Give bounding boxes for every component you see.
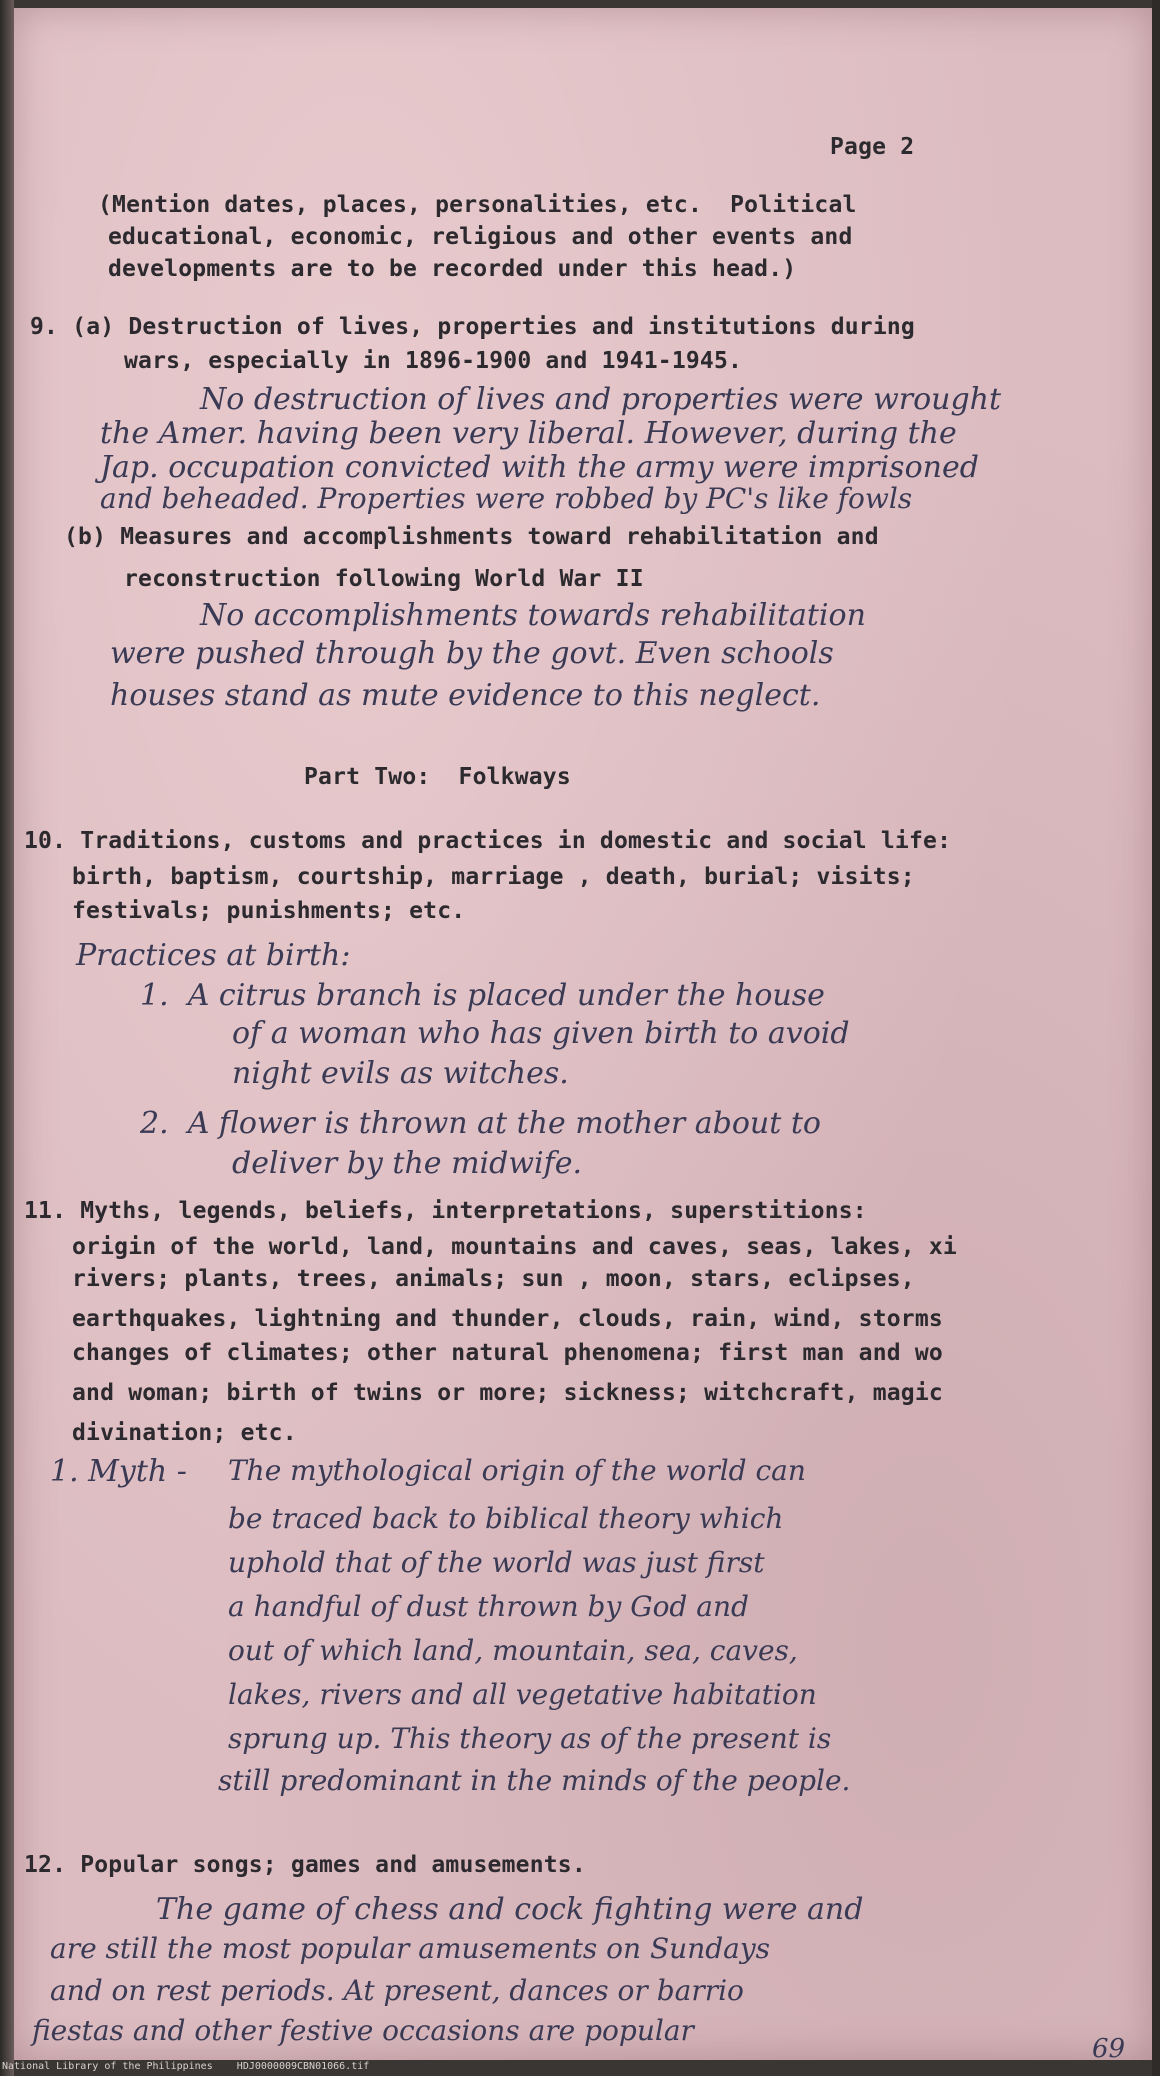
answer-9a-line-3: Jap. occupation convicted with the army were imprisoned	[100, 450, 979, 485]
answer-10-item-1-line-2: of a woman who has given birth to avoid	[232, 1016, 850, 1051]
question-10-line-3: festivals; punishments; etc.	[72, 898, 466, 924]
answer-11-line-3: uphold that of the world was just first	[228, 1546, 765, 1579]
answer-9b-line-1: No accomplishments towards rehabilitation	[200, 598, 866, 633]
answer-12-line-2: are still the most popular amusements on Sundays	[50, 1932, 771, 1965]
answer-12-line-3: and on rest periods. At present, dances or barrio	[50, 1974, 744, 2007]
answer-11-line-6: lakes, rivers and all vegetative habitation	[228, 1678, 817, 1711]
answer-11-line-1: The mythological origin of the world can	[228, 1454, 806, 1487]
question-11-line-7: divination; etc.	[72, 1420, 297, 1446]
question-11-line-4: earthquakes, lightning and thunder, clouds, rain, wind, storms	[72, 1306, 943, 1332]
page-label: Page 2	[830, 134, 915, 160]
binding-gutter	[0, 0, 14, 2076]
answer-9a-line-4: and beheaded. Properties were robbed by PC's like fowls	[100, 482, 913, 515]
answer-10-item-1-line-3: night evils as witches.	[232, 1056, 569, 1091]
question-11-line-6: and woman; birth of twins or more; sickness; witchcraft, magic	[72, 1380, 943, 1406]
question-9b-line-1: (b) Measures and accomplishments toward rehabilitation and	[64, 524, 879, 550]
question-11-line-3: rivers; plants, trees, animals; sun , moon, stars, eclipses,	[72, 1266, 915, 1292]
instructions-line-2: educational, economic, religious and other events and	[108, 224, 853, 250]
answer-11-line-7: sprung up. This theory as of the present is	[228, 1722, 832, 1755]
answer-9a-line-2: the Amer. having been very liberal. However, during the	[100, 416, 957, 451]
question-10-line-2: birth, baptism, courtship, marriage , death, burial; visits;	[72, 864, 915, 890]
question-11-line-5: changes of climates; other natural phenomena; first man and wo	[72, 1340, 943, 1366]
answer-11-line-2: be traced back to biblical theory which	[228, 1502, 784, 1535]
answer-10-item-2-line-1: 2. A flower is thrown at the mother about to	[140, 1106, 821, 1141]
question-9a-line-1: 9. (a) Destruction of lives, properties and institutions during	[30, 314, 915, 340]
question-12: 12. Popular songs; games and amusements.	[24, 1852, 586, 1878]
answer-11-line-4: a handful of dust thrown by God and	[228, 1590, 749, 1623]
answer-12-line-1: The game of chess and cock fighting were and	[156, 1892, 864, 1927]
answer-11-line-5: out of which land, mountain, sea, caves,	[228, 1634, 798, 1667]
question-11-line-1: 11. Myths, legends, beliefs, interpretations, superstitions:	[24, 1198, 867, 1224]
question-10-line-1: 10. Traditions, customs and practices in domestic and social life:	[24, 828, 952, 854]
answer-11-label: 1. Myth -	[50, 1454, 187, 1489]
answer-11-line-8: still predominant in the minds of the people.	[218, 1764, 851, 1797]
instructions-line-1: (Mention dates, places, personalities, etc. Political	[98, 192, 857, 218]
page-edge	[1152, 0, 1160, 2076]
question-9b-line-2: reconstruction following World War II	[124, 566, 644, 592]
part-two-heading: Part Two: Folkways	[304, 764, 571, 790]
instructions-line-3: developments are to be recorded under this head.)	[108, 256, 797, 282]
answer-10-heading: Practices at birth:	[76, 938, 351, 973]
answer-9b-line-2: were pushed through by the govt. Even schools	[110, 636, 834, 671]
handwritten-page-number: 69	[1092, 2034, 1126, 2064]
answer-10-item-2-line-2: deliver by the midwife.	[232, 1146, 582, 1181]
question-9a-line-2: wars, especially in 1896-1900 and 1941-1945.	[124, 348, 743, 374]
answer-9b-line-3: houses stand as mute evidence to this neglect.	[110, 678, 821, 713]
question-11-line-2: origin of the world, land, mountains and caves, seas, lakes, xi	[72, 1234, 957, 1260]
answer-12-line-4: fiestas and other festive occasions are popular	[32, 2014, 694, 2047]
archive-footer: National Library of the Philippines HDJ0000009CBN01066.tif	[2, 2061, 370, 2072]
answer-10-item-1-line-1: 1. A citrus branch is placed under the house	[140, 978, 825, 1013]
answer-9a-line-1: No destruction of lives and properties were wrought	[200, 382, 1002, 417]
